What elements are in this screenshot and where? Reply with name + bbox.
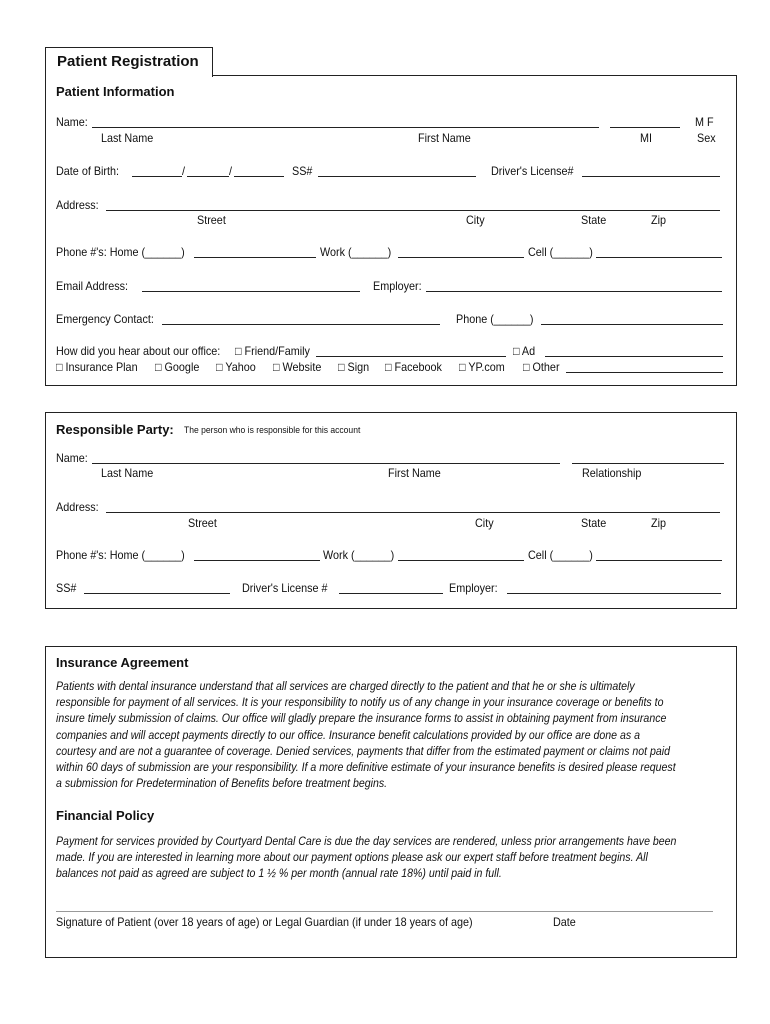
phone-home-field[interactable] — [194, 257, 316, 258]
dob-label: Date of Birth: — [56, 164, 120, 178]
option-google[interactable]: □ Google — [155, 360, 200, 374]
rp-street-caption: Street — [188, 516, 217, 530]
signature-line[interactable] — [56, 911, 713, 912]
option-friend-family[interactable]: □ Friend/Family — [235, 344, 310, 358]
insurance-line: Patients with dental insurance understand that all services are charged directly to the patient and that he or she is ultimately — [56, 681, 635, 693]
dob-month-field[interactable] — [132, 176, 182, 177]
phone-cell-label: Cell (______) — [528, 245, 593, 259]
rp-phone-work-field[interactable] — [398, 560, 524, 561]
rp-drivers-license-label: Driver's License # — [242, 581, 328, 595]
responsible-party-heading: Responsible Party: — [56, 422, 174, 437]
insurance-line: responsible for payment of all services. It is your responsibility to notify us of any change in your insurance coverage or benefits to — [56, 697, 664, 710]
rp-phone-cell-field[interactable] — [596, 560, 722, 561]
rp-last-name-caption: Last Name — [101, 466, 154, 480]
patient-info-section — [45, 75, 737, 386]
city-caption: City — [466, 213, 485, 227]
referral-question: How did you hear about our office: — [56, 344, 221, 358]
mi-field[interactable] — [610, 127, 680, 128]
option-facebook[interactable]: □ Facebook — [385, 360, 442, 374]
financial-policy-text — [56, 834, 725, 883]
signature-caption: Signature of Patient (over 18 years of age) or Legal Guardian (if under 18 years of age) — [56, 915, 473, 929]
option-website[interactable]: □ Website — [273, 360, 322, 374]
rp-name-field[interactable] — [92, 463, 560, 464]
emergency-contact-label: Emergency Contact: — [56, 312, 154, 326]
emergency-phone-field[interactable] — [541, 324, 723, 325]
emergency-contact-field[interactable] — [162, 324, 440, 325]
rp-name-label: Name: — [56, 451, 88, 465]
rp-employer-field[interactable] — [507, 593, 721, 594]
responsible-party-note: The person who is responsible for this account — [184, 425, 361, 436]
rp-address-label: Address: — [56, 500, 99, 514]
option-other[interactable]: □ Other — [523, 360, 560, 374]
rp-relationship-field[interactable] — [572, 463, 724, 464]
rp-phone-work-label: Work (______) — [323, 548, 395, 562]
rp-relationship-caption: Relationship — [582, 466, 642, 480]
rp-ss-label: SS# — [56, 581, 77, 595]
first-name-caption: First Name — [418, 131, 471, 145]
other-field[interactable] — [566, 372, 723, 373]
insurance-agreement-heading: Insurance Agreement — [56, 655, 189, 670]
rp-address-field[interactable] — [106, 512, 720, 513]
financial-policy-heading: Financial Policy — [56, 808, 155, 823]
option-ypcom[interactable]: □ YP.com — [459, 360, 505, 374]
name-label: Name: — [56, 115, 88, 129]
mi-caption: MI — [640, 131, 653, 145]
drivers-license-label: Driver's License# — [491, 164, 574, 178]
rp-zip-caption: Zip — [651, 516, 667, 530]
rp-phone-home-label: Phone #'s: Home (______) — [56, 548, 185, 562]
address-label: Address: — [56, 198, 99, 212]
option-yahoo[interactable]: □ Yahoo — [216, 360, 256, 374]
option-ad[interactable]: □ Ad — [513, 344, 536, 358]
insurance-line: within 60 days of submission are your responsibility. If a more definitive estimate of your insurance benefits is desired please request — [56, 762, 676, 775]
last-first-name-field[interactable] — [92, 127, 599, 128]
rp-first-name-caption: First Name — [388, 466, 441, 480]
financial-line: balances not paid as agreed are subject to 1 ½ % per month (annual rate 18%) until paid in full. — [56, 868, 502, 881]
financial-line: Payment for services provided by Courtyard Dental Care is due the day services are rendered, unless prior arrangements have been — [56, 836, 677, 848]
financial-line: made. If you are interested in learning more about our payment options please ask our expert staff before treatment begins. All — [56, 852, 648, 865]
emergency-phone-label: Phone (______) — [456, 312, 534, 326]
phone-work-label: Work (______) — [320, 245, 392, 259]
dob-day-field[interactable] — [187, 176, 229, 177]
zip-caption: Zip — [651, 213, 667, 227]
state-caption: State — [581, 213, 607, 227]
email-field[interactable] — [142, 291, 360, 292]
sex-caption: Sex — [697, 131, 716, 145]
street-caption: Street — [197, 213, 226, 227]
last-name-caption: Last Name — [101, 131, 154, 145]
rp-phone-home-field[interactable] — [194, 560, 320, 561]
rp-state-caption: State — [581, 516, 607, 530]
drivers-license-field[interactable] — [582, 176, 720, 177]
employer-label: Employer: — [373, 279, 422, 293]
phone-cell-field[interactable] — [596, 257, 722, 258]
rp-ss-field[interactable] — [84, 593, 230, 594]
insurance-line: courtesy and are not a guarantee of coverage. Denied services, payments that differ from the estimated payment or claims not paid — [56, 745, 670, 758]
phone-home-label: Phone #'s: Home (______) — [56, 245, 185, 259]
insurance-line: a submission for Predetermination of Benefits before treatment begins. — [56, 778, 388, 791]
phone-work-field[interactable] — [398, 257, 524, 258]
employer-field[interactable] — [426, 291, 722, 292]
rp-drivers-license-field[interactable] — [339, 593, 443, 594]
dob-slash-1: / — [182, 164, 186, 178]
rp-employer-label: Employer: — [449, 581, 498, 595]
patient-info-heading: Patient Information — [56, 84, 175, 99]
date-caption: Date — [553, 915, 576, 929]
ad-field[interactable] — [545, 356, 723, 357]
insurance-line: companies and will accept payments directly to our office. Insurance benefit calculations provided by our office are done as a — [56, 729, 640, 742]
option-insurance-plan[interactable]: □ Insurance Plan — [56, 360, 138, 374]
friend-family-field[interactable] — [316, 356, 506, 357]
address-field[interactable] — [106, 210, 720, 211]
dob-year-field[interactable] — [234, 176, 284, 177]
dob-slash-2: / — [229, 164, 233, 178]
rp-phone-cell-label: Cell (______) — [528, 548, 593, 562]
sex-options[interactable]: M F — [695, 115, 714, 129]
form-title: Patient Registration — [57, 53, 199, 70]
option-sign[interactable]: □ Sign — [338, 360, 370, 374]
insurance-agreement-text — [56, 679, 725, 792]
rp-city-caption: City — [475, 516, 494, 530]
ss-field[interactable] — [318, 176, 476, 177]
email-label: Email Address: — [56, 279, 129, 293]
ss-label: SS# — [292, 164, 313, 178]
insurance-line: insure timely submission of claims. Our office will gladly prepare the insurance forms to assist in obtaining payment from insurance — [56, 713, 667, 726]
responsible-party-section — [45, 412, 737, 609]
